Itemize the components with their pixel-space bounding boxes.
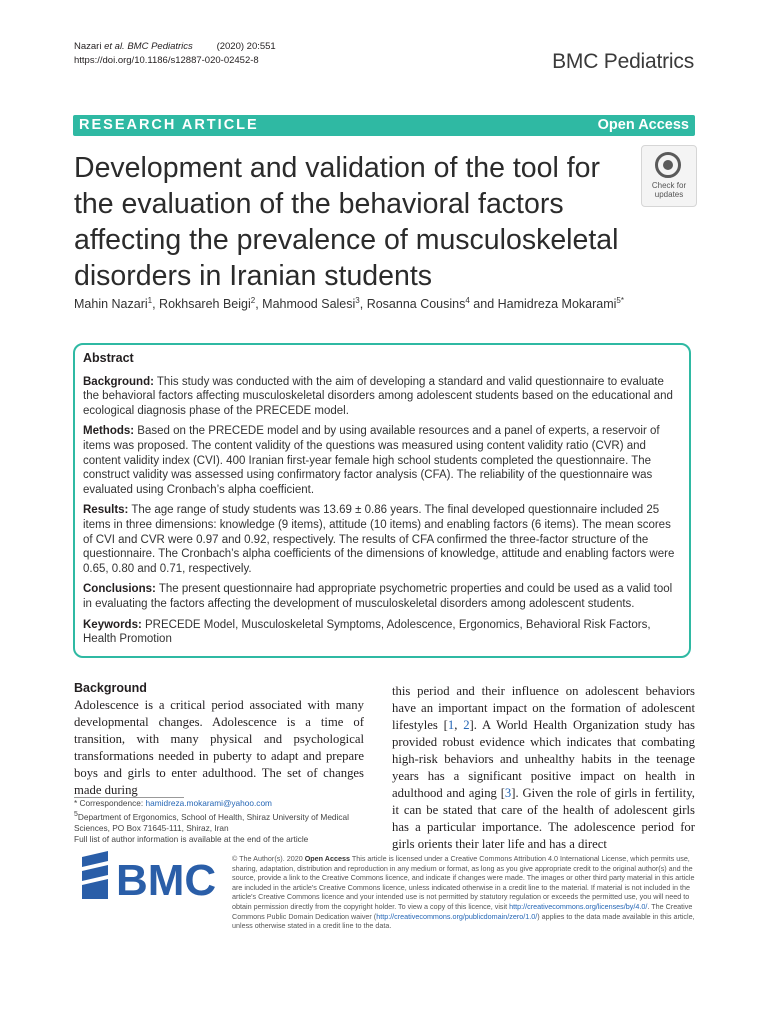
abstract-keywords xyxy=(83,618,679,647)
author-name: Rokhsareh Beigi xyxy=(159,297,251,312)
abstract-content xyxy=(83,351,679,653)
abstract-background xyxy=(83,375,679,419)
citation-header xyxy=(74,40,276,68)
author-affiliation-sup: 3 xyxy=(355,296,360,305)
author-affiliation-sup: 5* xyxy=(616,296,624,305)
section-heading-background: Background xyxy=(74,681,147,695)
abstract-box xyxy=(73,343,691,658)
correspondence-label: * Correspondence: xyxy=(74,798,146,808)
author-affiliation-sup: 1 xyxy=(147,296,153,305)
bmc-logo xyxy=(80,849,220,901)
correspondence-line xyxy=(74,798,374,809)
citation-year: (2020) 20:551 xyxy=(216,41,276,52)
abstract-keywords-label: Keywords: xyxy=(83,618,142,631)
abstract-conclusions-label: Conclusions: xyxy=(83,583,156,596)
abstract-methods xyxy=(83,424,679,497)
check-for-updates-icon xyxy=(655,152,681,178)
affiliation-sup: 5 xyxy=(74,811,78,819)
affiliation-line xyxy=(74,809,374,834)
citation-authors: Nazari xyxy=(74,41,105,52)
affiliation-text: Department of Ergonomics, School of Health, Shiraz University of Medical Sciences, PO Box 71645-111, Shiraz, Iran xyxy=(74,811,349,834)
abstract-conclusions-text: The present questionnaire had appropriate psychometric properties and could be used as a valid tool in evaluating the factors affecting the development of musculoskeletal disorders among adolescent students. xyxy=(83,583,673,610)
journal-name: BMC Pediatrics xyxy=(552,50,694,73)
abstract-heading: Abstract xyxy=(83,351,134,365)
article-type-banner xyxy=(73,115,695,136)
citation-link[interactable]: 2 xyxy=(463,718,470,732)
body-paragraph xyxy=(392,683,695,853)
body-text: this period and their influence on adolescent behaviors have an important impact on the formation of adolescent lifestyles [ xyxy=(392,684,695,732)
abstract-background-text: This study was conducted with the aim of developing a standard and valid questionnaire to evaluate the behavioral factors affecting musculoskeletal disorders among adolescent students based on the educational and ecological diagnosis phase of the PRECEDE model. xyxy=(83,375,673,417)
citation-journal: et al. BMC Pediatrics xyxy=(104,41,193,52)
abstract-methods-text: Based on the PRECEDE model and by using available resources and a panel of experts, a reservoir of items was proposed. The content validity of the questions was measured using content validity ratio (CVR) and content validity index (CVI). 400 Iranian first-year female high school students completed the questionnaire. The construct validity was assessed using confirmatory factor analysis (CFA). The reliability of the questionnaire was evaluated using Cronbach’s alpha coefficient. xyxy=(83,425,660,496)
author-separator: and xyxy=(469,297,498,312)
author-affiliation-sup: 2 xyxy=(250,296,256,305)
license-open-access: Open Access xyxy=(304,854,350,863)
abstract-results xyxy=(83,503,679,576)
license-text: ) applies to the data made available in this article, unless otherwise stated in a credit line to the data. xyxy=(232,911,695,931)
body-paragraph: Adolescence is a critical period associated with many developmental changes. Adolescence is a time of transition, with many physical and psychological transformations needed in puberty to adapt and prepare boys and girls to enter adulthood. The set of changes made during xyxy=(74,698,364,797)
correspondence-email-link[interactable]: hamidreza.mokarami@yahoo.com xyxy=(145,798,272,808)
author-affiliation-sup: 4 xyxy=(465,296,470,305)
citation-link[interactable]: 1 xyxy=(447,718,455,732)
license-text: This article is licensed under a Creative Commons Attribution 4.0 International License, which permits use, sharing, adaptation, distribution and reproduction in any medium or format, as long as you give appropriate credit to the original author(s) and the source, provide a link to the Creative Commons licence, and indicate if changes were made. The images or other third party material in this article are included in the article's Creative Commons licence, unless indicated otherwise in a credit line to the material. If material is not included in the article's Creative Commons licence and your intended use is not permitted by statutory regulation or exceeds the permitted use, you will need to obtain permission directly from the copyright holder. To view a copy of this licence, visit xyxy=(232,854,695,911)
citation-line xyxy=(74,40,276,54)
abstract-background-label: Background: xyxy=(83,375,154,388)
citation-separator: , xyxy=(454,718,464,732)
license-statement xyxy=(232,854,696,931)
bmc-logo-icon xyxy=(82,851,108,899)
author-name: Hamidreza Mokarami xyxy=(497,297,617,312)
author-separator: , xyxy=(255,297,263,312)
author-name: Mahin Nazari xyxy=(74,297,148,312)
license-text: . The Creative Commons Public Domain Dedication waiver ( xyxy=(232,901,693,921)
author-separator: , xyxy=(359,297,367,312)
body-text: ]. Given the role of girls in fertility, it can be stated that care of the health of adolescent girls has a particular importance. The adolescence period for girls orients their later life and has a direct xyxy=(392,786,695,851)
body-left-column xyxy=(74,680,364,799)
badge-line-1: Check for xyxy=(651,181,687,190)
author-name: Mahmood Salesi xyxy=(262,297,356,312)
check-for-updates-label xyxy=(642,181,696,199)
abstract-keywords-text: PRECEDE Model, Musculoskeletal Symptoms, Adolescence, Ergonomics, Behavioral Risk Factors, Health Promotion xyxy=(83,618,651,646)
research-article-label: RESEARCH ARTICLE xyxy=(79,117,259,133)
footnotes xyxy=(74,798,374,846)
doi-link[interactable]: https://doi.org/10.1186/s12887-020-02452-8 xyxy=(74,55,259,66)
check-for-updates-button[interactable] xyxy=(641,145,697,207)
license-link[interactable]: http://creativecommons.org/licenses/by/4.0/ xyxy=(509,901,648,911)
license-text: © The Author(s). 2020 xyxy=(232,854,305,863)
author-separator: , xyxy=(152,297,160,312)
abstract-results-text: The age range of study students was 13.69 ± 0.86 years. The final developed questionnaire included 25 items in three dimensions: knowledge (9 items), attitude (10 items) and enabling factors (6 items). The mean scores of CVI and CVR were 0.97 and 0.92, respectively. The results of CFA confirmed the three-factor structure of the questionnaire. The Cronbach’s alpha coefficients of the dimensions of knowledge, attitude and enabling factors were 0.65, 0.80 and 0.71, respectively. xyxy=(83,504,675,575)
body-text: ]. A World Health Organization study has provided robust evidence which indicates that combating high-risk behaviors and unhealthy habits in the teenage years has a significant positive impact on health in adulthood and aging [ xyxy=(392,718,695,800)
public-domain-link[interactable]: http://creativecommons.org/publicdomain/zero/1.0/ xyxy=(376,911,538,921)
author-list xyxy=(74,296,624,311)
open-access-label: Open Access xyxy=(597,117,689,133)
abstract-methods-label: Methods: xyxy=(83,425,135,438)
body-right-column xyxy=(392,683,695,853)
abstract-results-label: Results: xyxy=(83,504,129,517)
citation-link[interactable]: 3 xyxy=(504,786,512,800)
bmc-logo-text: BMC xyxy=(116,856,217,901)
author-name: Rosanna Cousins xyxy=(366,297,466,312)
badge-line-2: updates xyxy=(654,190,684,199)
full-list-note: Full list of author information is available at the end of the article xyxy=(74,834,309,845)
abstract-conclusions xyxy=(83,582,679,611)
article-title: Development and validation of the tool for the evaluation of the behavioral factors affecting the prevalence of musculoskeletal disorders in Iranian students xyxy=(74,152,619,292)
